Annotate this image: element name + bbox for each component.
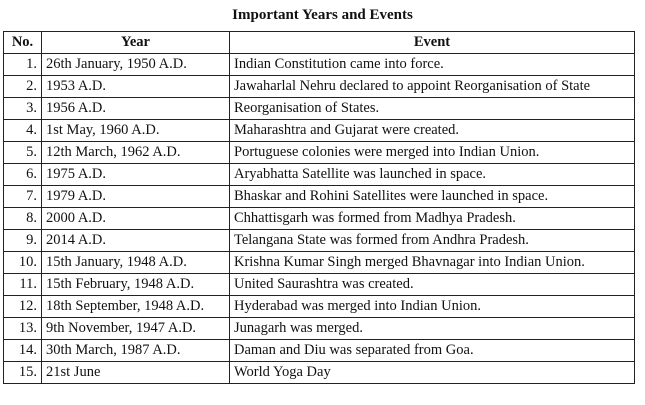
- table-row: [4, 252, 635, 274]
- row-event: Indian Constitution came into force.: [230, 54, 635, 76]
- row-number: 7.: [4, 186, 42, 208]
- row-year: 12th March, 1962 A.D.: [42, 142, 230, 164]
- table-row: [4, 120, 635, 142]
- row-number: 14.: [4, 340, 42, 362]
- row-number: 11.: [4, 274, 42, 296]
- row-number: 9.: [4, 230, 42, 252]
- row-event: Daman and Diu was separated from Goa.: [230, 340, 635, 362]
- row-event: Telangana State was formed from Andhra Pradesh.: [230, 230, 635, 252]
- row-year: 15th January, 1948 A.D.: [42, 252, 230, 274]
- table-row: [4, 142, 635, 164]
- row-year: 2014 A.D.: [42, 230, 230, 252]
- row-year: 9th November, 1947 A.D.: [42, 318, 230, 340]
- table-row: [4, 296, 635, 318]
- row-event: Chhattisgarh was formed from Madhya Pradesh.: [230, 208, 635, 230]
- table-header-row: [4, 32, 635, 54]
- row-year: 1st May, 1960 A.D.: [42, 120, 230, 142]
- row-year: 30th March, 1987 A.D.: [42, 340, 230, 362]
- row-event: Hyderabad was merged into Indian Union.: [230, 296, 635, 318]
- row-year: 26th January, 1950 A.D.: [42, 54, 230, 76]
- table-row: [4, 318, 635, 340]
- row-number: 5.: [4, 142, 42, 164]
- row-event: Aryabhatta Satellite was launched in space.: [230, 164, 635, 186]
- table-row: [4, 98, 635, 120]
- table-row: [4, 76, 635, 98]
- table-row: [4, 164, 635, 186]
- row-event: Bhaskar and Rohini Satellites were launched in space.: [230, 186, 635, 208]
- row-year: 1979 A.D.: [42, 186, 230, 208]
- row-event: Portuguese colonies were merged into Indian Union.: [230, 142, 635, 164]
- row-number: 2.: [4, 76, 42, 98]
- row-number: 8.: [4, 208, 42, 230]
- row-year: 18th September, 1948 A.D.: [42, 296, 230, 318]
- table-row: [4, 208, 635, 230]
- row-number: 1.: [4, 54, 42, 76]
- table-row: [4, 186, 635, 208]
- row-number: 6.: [4, 164, 42, 186]
- column-header-event: Event: [230, 32, 635, 54]
- table-row: [4, 230, 635, 252]
- column-header-year: Year: [42, 32, 230, 54]
- row-number: 13.: [4, 318, 42, 340]
- row-number: 3.: [4, 98, 42, 120]
- row-year: 1953 A.D.: [42, 76, 230, 98]
- table-row: [4, 54, 635, 76]
- row-number: 4.: [4, 120, 42, 142]
- table-row: [4, 362, 635, 384]
- table-row: [4, 340, 635, 362]
- row-event: World Yoga Day: [230, 362, 635, 384]
- row-year: 15th February, 1948 A.D.: [42, 274, 230, 296]
- row-event: Junagarh was merged.: [230, 318, 635, 340]
- column-header-no: No.: [4, 32, 42, 54]
- row-event: Reorganisation of States.: [230, 98, 635, 120]
- row-year: 2000 A.D.: [42, 208, 230, 230]
- table-row: [4, 274, 635, 296]
- row-year: 1956 A.D.: [42, 98, 230, 120]
- row-year: 1975 A.D.: [42, 164, 230, 186]
- row-event: Krishna Kumar Singh merged Bhavnagar into Indian Union.: [230, 252, 635, 274]
- row-event: Jawaharlal Nehru declared to appoint Reorganisation of State: [230, 76, 635, 98]
- row-event: Maharashtra and Gujarat were created.: [230, 120, 635, 142]
- row-year: 21st June: [42, 362, 230, 384]
- events-table: [3, 31, 635, 384]
- row-number: 15.: [4, 362, 42, 384]
- row-number: 12.: [4, 296, 42, 318]
- page-title: Important Years and Events: [232, 7, 413, 23]
- row-number: 10.: [4, 252, 42, 274]
- row-event: United Saurashtra was created.: [230, 274, 635, 296]
